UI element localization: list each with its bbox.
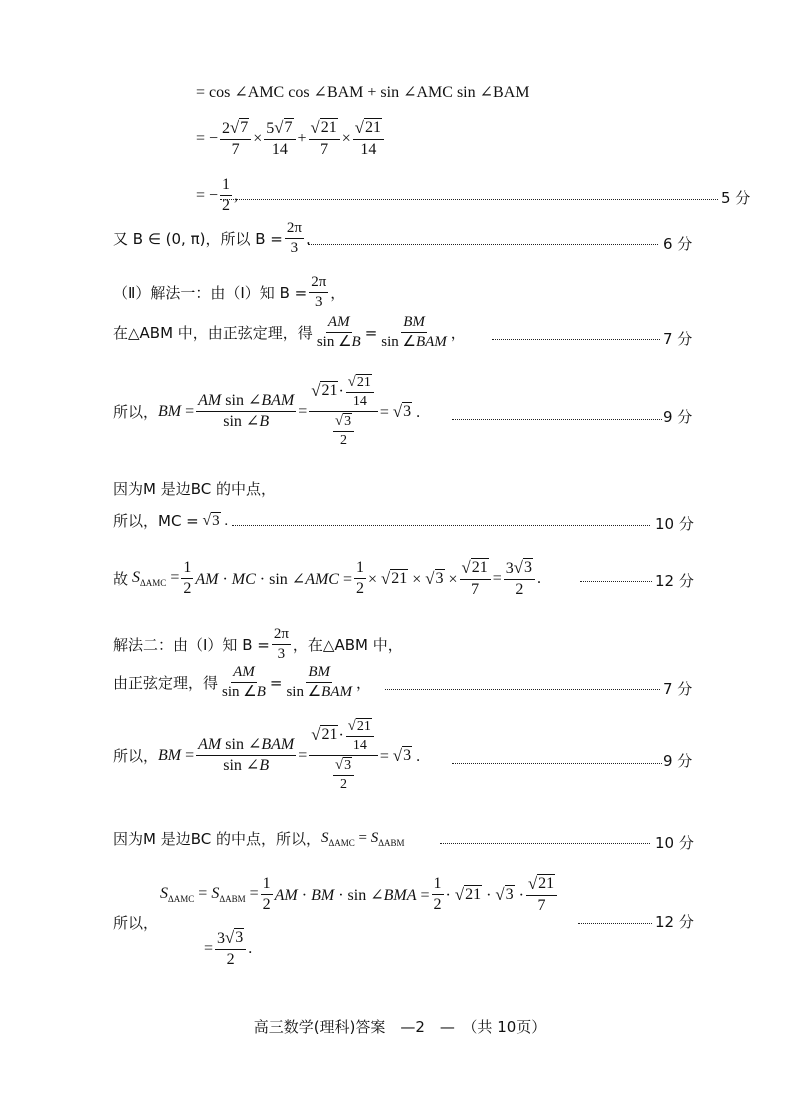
score-12b: 12 分 [655, 913, 694, 931]
sine-rule-line-2: 由正弦定理，得 $\frac{AM}{\sin \angle B}$ = $\frac{BM}{\text{sin ∠BAM}}$ ， [113, 664, 372, 701]
dots-leader [440, 842, 650, 844]
method-2-heading: 解法二：由（Ⅰ）知 B = $\frac{2\pi}{3}$ ，在△ABM 中， [113, 626, 403, 663]
score-9b: 9 分 [663, 752, 693, 770]
formula-line-3: = − $\frac{1}{2}$ , [196, 176, 239, 215]
dots-leader [578, 922, 652, 924]
score-12a: 12 分 [655, 572, 694, 590]
score-10a: 10 分 [655, 515, 694, 533]
area-line-2: $S_{\Delta AMC} = S_{\Delta ABM}$ = $\frac{1}{2}$ AM · BM · sin ∠BMA = $\frac{1}{2}$ · √ 21 · √ 3 · √ 21 7 [160, 874, 559, 916]
bm-line-2: 所以， BM = $\frac{\text{AM sin ∠BAM}}{\sin \angle B}$ = √ 21 · √ 21 14 √ 3 2 = √ 3 . [113, 718, 421, 793]
mc-line: 所以，MC = √ 3 . [113, 511, 229, 530]
score-9a: 9 分 [663, 408, 693, 426]
dots-leader [492, 338, 660, 340]
score-5: 5 分 [721, 189, 751, 207]
score-6: 6 分 [663, 235, 693, 253]
part-2-heading: （Ⅱ）解法一：由（Ⅰ）知 B = $\frac{2\pi}{3}$ ， [113, 274, 346, 311]
area-line-1: 故 $S_{\Delta AMC}$ = $\frac{1}{2}$ AM · MC · sin ∠AMC = $\frac{1}{2}$ × √ 21 × √ 3 × √ 21 7 = 3 √ 3 2 . [113, 558, 541, 599]
midpoint-line-2: 因为M 是边BC 的中点，所以， $S_{\Delta AMC} = S_{\Delta ABM}$ [113, 829, 405, 848]
formula-line-1 [196, 82, 529, 102]
formula-line-2: = − 2 √ 7 7 × 5 √ 7 14 + √ 21 7 × √ 21 14 [196, 118, 386, 160]
dots-leader [452, 418, 662, 420]
midpoint-text: 因为M 是边BC 的中点， [113, 480, 276, 498]
bm-line-1: 所以， BM = $\frac{\text{AM sin ∠BAM}}{\sin \angle B}$ = √ 21 · √ 21 14 √ 3 2 = √ 3 . [113, 374, 421, 449]
dots-leader [580, 580, 652, 582]
score-10b: 10 分 [655, 834, 694, 852]
dots-leader [385, 688, 660, 690]
formula-text: = cos ∠AMC cos ∠BAM + sin ∠AMC sin ∠BAM [196, 84, 530, 101]
line-b-range: 又 B ∈ (0, π)，所以 B = $\frac{2\pi}{3}$ . [113, 220, 311, 257]
soit-label-2: 所以， [113, 914, 159, 932]
dots-leader [452, 762, 662, 764]
dots-leader [232, 524, 650, 526]
score-7a: 7 分 [663, 330, 693, 348]
dots-leader [220, 198, 718, 200]
sine-rule-line-1: 在△ABM 中，由正弦定理，得 $\frac{AM}{\sin \angle B}$ = $\frac{BM}{\text{sin ∠BAM}}$ ， [113, 314, 466, 351]
dots-leader [308, 243, 658, 245]
page-footer: 高三数学(理科)答案 —2 — （共 10页） [253, 1018, 547, 1036]
score-7b: 7 分 [663, 680, 693, 698]
area-line-2-result: = 3 √ 3 2 . [204, 928, 253, 969]
